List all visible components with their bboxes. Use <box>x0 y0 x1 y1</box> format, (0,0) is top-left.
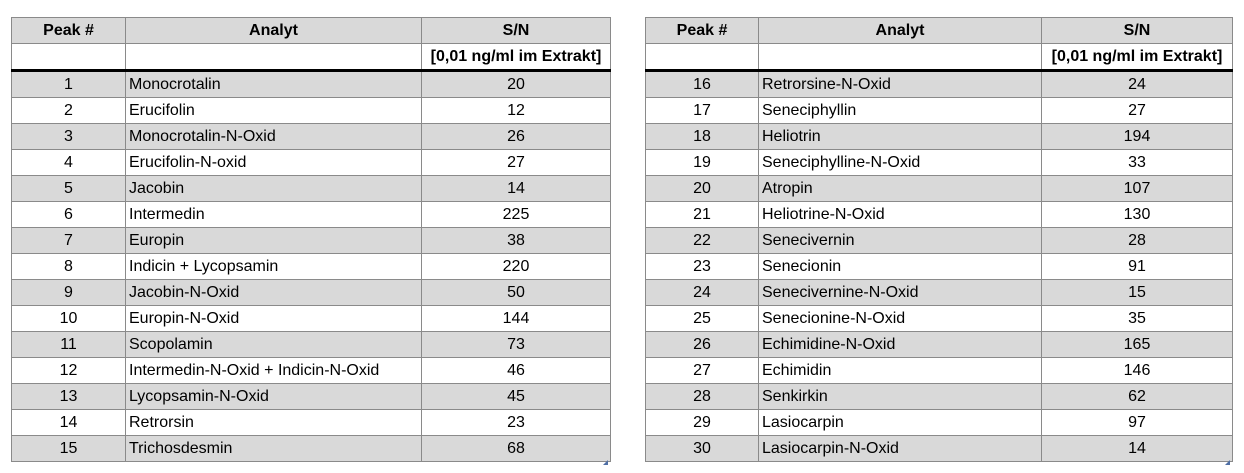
table-row <box>12 436 611 462</box>
peak-cell: 22 <box>646 228 759 254</box>
analyte-cell: Senecionin <box>759 254 1042 280</box>
sn-cell: 14 <box>1042 436 1233 462</box>
analyte-cell: Erucifolin-N-oxid <box>126 150 422 176</box>
header-unit-empty-analyte <box>759 44 1042 71</box>
table-row <box>646 150 1233 176</box>
header-peak: Peak # <box>12 18 126 44</box>
header-unit-row <box>646 44 1233 71</box>
table-row <box>12 384 611 410</box>
sn-cell: 27 <box>422 150 611 176</box>
sn-cell: 91 <box>1042 254 1233 280</box>
analyte-cell: Seneciphylline-N-Oxid <box>759 150 1042 176</box>
header-unit-empty-analyte <box>126 44 422 71</box>
table-row <box>646 98 1233 124</box>
analyte-cell: Jacobin <box>126 176 422 202</box>
table-row <box>646 254 1233 280</box>
header-unit-empty-peak <box>646 44 759 71</box>
sn-cell: 225 <box>422 202 611 228</box>
analyte-cell: Europin <box>126 228 422 254</box>
table-row <box>12 176 611 202</box>
table-row <box>646 332 1233 358</box>
analyte-table-right <box>645 17 1233 462</box>
table-row <box>12 228 611 254</box>
analyte-cell: Retrorsine-N-Oxid <box>759 71 1042 98</box>
sn-cell: 38 <box>422 228 611 254</box>
table-row <box>12 280 611 306</box>
analyte-cell: Monocrotalin <box>126 71 422 98</box>
analyte-cell: Intermedin <box>126 202 422 228</box>
peak-cell: 6 <box>12 202 126 228</box>
peak-cell: 29 <box>646 410 759 436</box>
table-row <box>646 358 1233 384</box>
peak-cell: 21 <box>646 202 759 228</box>
table-row <box>646 410 1233 436</box>
table-row <box>646 306 1233 332</box>
sn-cell: 26 <box>422 124 611 150</box>
sn-cell: 20 <box>422 71 611 98</box>
analyte-cell: Echimidin <box>759 358 1042 384</box>
sn-cell: 28 <box>1042 228 1233 254</box>
table-row <box>12 410 611 436</box>
sn-cell: 50 <box>422 280 611 306</box>
analyte-cell: Echimidine-N-Oxid <box>759 332 1042 358</box>
analyte-cell: Senkirkin <box>759 384 1042 410</box>
analyte-table-left <box>11 17 611 462</box>
sn-cell: 35 <box>1042 306 1233 332</box>
table-row <box>646 202 1233 228</box>
analyte-cell: Lasiocarpin <box>759 410 1042 436</box>
header-analyte: Analyt <box>126 18 422 44</box>
analyte-cell: Erucifolin <box>126 98 422 124</box>
sn-cell: 220 <box>422 254 611 280</box>
header-row <box>646 18 1233 44</box>
sn-cell: 24 <box>1042 71 1233 98</box>
table-resize-handle-left[interactable] <box>603 460 608 465</box>
sn-cell: 130 <box>1042 202 1233 228</box>
analyte-cell: Senecivernin <box>759 228 1042 254</box>
table-row <box>646 124 1233 150</box>
peak-cell: 14 <box>12 410 126 436</box>
analyte-cell: Indicin + Lycopsamin <box>126 254 422 280</box>
sn-cell: 73 <box>422 332 611 358</box>
peak-cell: 16 <box>646 71 759 98</box>
sn-cell: 15 <box>1042 280 1233 306</box>
header-sn: S/N <box>422 18 611 44</box>
table-row <box>12 306 611 332</box>
sn-cell: 62 <box>1042 384 1233 410</box>
peak-cell: 25 <box>646 306 759 332</box>
analyte-cell: Intermedin-N-Oxid + Indicin-N-Oxid <box>126 358 422 384</box>
peak-cell: 4 <box>12 150 126 176</box>
analyte-cell: Lasiocarpin-N-Oxid <box>759 436 1042 462</box>
peak-cell: 28 <box>646 384 759 410</box>
analyte-cell: Retrorsin <box>126 410 422 436</box>
sn-cell: 165 <box>1042 332 1233 358</box>
table-row <box>12 98 611 124</box>
analyte-cell: Scopolamin <box>126 332 422 358</box>
peak-cell: 13 <box>12 384 126 410</box>
sn-cell: 68 <box>422 436 611 462</box>
analyte-cell: Jacobin-N-Oxid <box>126 280 422 306</box>
sn-cell: 12 <box>422 98 611 124</box>
peak-cell: 10 <box>12 306 126 332</box>
peak-cell: 3 <box>12 124 126 150</box>
table-row <box>12 358 611 384</box>
sn-cell: 27 <box>1042 98 1233 124</box>
header-sn-unit: [0,01 ng/ml im Extrakt] <box>1042 44 1233 71</box>
table-row <box>12 71 611 98</box>
header-row <box>12 18 611 44</box>
analyte-cell: Monocrotalin-N-Oxid <box>126 124 422 150</box>
table-row <box>12 254 611 280</box>
table-row <box>646 176 1233 202</box>
analyte-cell: Europin-N-Oxid <box>126 306 422 332</box>
table-row <box>12 150 611 176</box>
peak-cell: 26 <box>646 332 759 358</box>
analyte-cell: Lycopsamin-N-Oxid <box>126 384 422 410</box>
peak-cell: 5 <box>12 176 126 202</box>
table-row <box>12 202 611 228</box>
table-row <box>646 228 1233 254</box>
peak-cell: 12 <box>12 358 126 384</box>
sn-cell: 97 <box>1042 410 1233 436</box>
peak-cell: 27 <box>646 358 759 384</box>
header-unit-row <box>12 44 611 71</box>
analyte-cell: Heliotrine-N-Oxid <box>759 202 1042 228</box>
table-row <box>646 71 1233 98</box>
peak-cell: 15 <box>12 436 126 462</box>
peak-cell: 9 <box>12 280 126 306</box>
analyte-cell: Atropin <box>759 176 1042 202</box>
header-peak: Peak # <box>646 18 759 44</box>
sn-cell: 146 <box>1042 358 1233 384</box>
header-sn-unit: [0,01 ng/ml im Extrakt] <box>422 44 611 71</box>
analyte-cell: Trichosdesmin <box>126 436 422 462</box>
peak-cell: 8 <box>12 254 126 280</box>
peak-cell: 1 <box>12 71 126 98</box>
table-row <box>646 384 1233 410</box>
header-sn: S/N <box>1042 18 1233 44</box>
peak-cell: 17 <box>646 98 759 124</box>
table-row <box>646 436 1233 462</box>
sn-cell: 33 <box>1042 150 1233 176</box>
sn-cell: 194 <box>1042 124 1233 150</box>
table-resize-handle-right[interactable] <box>1225 460 1230 465</box>
peak-cell: 30 <box>646 436 759 462</box>
sn-cell: 45 <box>422 384 611 410</box>
sn-cell: 46 <box>422 358 611 384</box>
table-row <box>12 332 611 358</box>
header-analyte: Analyt <box>759 18 1042 44</box>
analyte-cell: Senecionine-N-Oxid <box>759 306 1042 332</box>
sn-cell: 144 <box>422 306 611 332</box>
analyte-cell: Heliotrin <box>759 124 1042 150</box>
peak-cell: 20 <box>646 176 759 202</box>
analyte-cell: Seneciphyllin <box>759 98 1042 124</box>
peak-cell: 11 <box>12 332 126 358</box>
table-row <box>12 124 611 150</box>
peak-cell: 7 <box>12 228 126 254</box>
sn-cell: 14 <box>422 176 611 202</box>
analyte-cell: Senecivernine-N-Oxid <box>759 280 1042 306</box>
peak-cell: 18 <box>646 124 759 150</box>
peak-cell: 2 <box>12 98 126 124</box>
sn-cell: 23 <box>422 410 611 436</box>
header-unit-empty-peak <box>12 44 126 71</box>
table-row <box>646 280 1233 306</box>
peak-cell: 19 <box>646 150 759 176</box>
peak-cell: 24 <box>646 280 759 306</box>
sn-cell: 107 <box>1042 176 1233 202</box>
peak-cell: 23 <box>646 254 759 280</box>
